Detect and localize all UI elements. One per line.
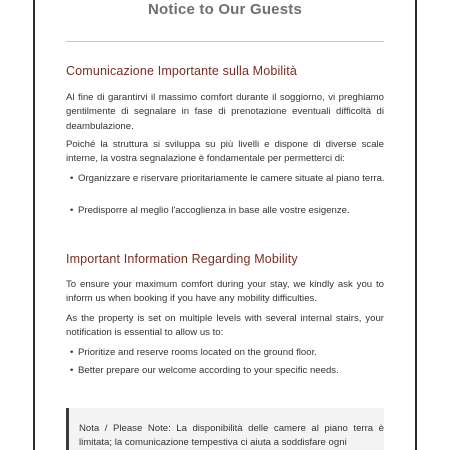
italian-section-heading: Comunicazione Importante sulla Mobilità bbox=[66, 64, 297, 78]
page-border-right bbox=[415, 0, 417, 450]
note-box bbox=[66, 408, 384, 450]
english-section-heading: Important Information Regarding Mobility bbox=[66, 252, 298, 266]
title-divider bbox=[66, 41, 384, 42]
english-paragraph-2: As the property is set on multiple levels with several internal stairs, your notification is essential to allow us to: bbox=[66, 313, 384, 339]
page-border-left bbox=[33, 0, 35, 450]
note-text: Nota / Please Note: La disponibilità delle camere al piano terra è limitata; la comunicazione tempestiva ci aiuta a soddisfare ogni bbox=[79, 423, 384, 449]
italian-paragraph-2: Poiché la struttura si sviluppa su più livelli e dispone di diverse scale interne, la vostra segnalazione è fondamentale per permetterci di: bbox=[66, 139, 384, 165]
italian-bullet-2: • Predisporre al meglio l'accoglienza in base alle vostre esigenze. bbox=[70, 204, 392, 218]
english-bullet-2: • Better prepare our welcome according to your specific needs. bbox=[70, 364, 392, 378]
english-paragraph-1: To ensure your maximum comfort during your stay, we kindly ask you to inform us when booking if you have any mobility difficulties. bbox=[66, 279, 384, 305]
english-bullet-1: • Prioritize and reserve rooms located on the ground floor. bbox=[70, 346, 392, 360]
italian-paragraph-1: Al fine di garantirvi il massimo comfort durante il soggiorno, vi preghiamo gentilmente di segnalare in fase di prenotazione eventuali difficoltà di deambulazione. bbox=[66, 92, 384, 132]
page-title: Notice to Our Guests bbox=[147, 1, 303, 18]
italian-bullet-1: • Organizzare e riservare prioritariamente le camere situate al piano terra. bbox=[70, 172, 392, 186]
